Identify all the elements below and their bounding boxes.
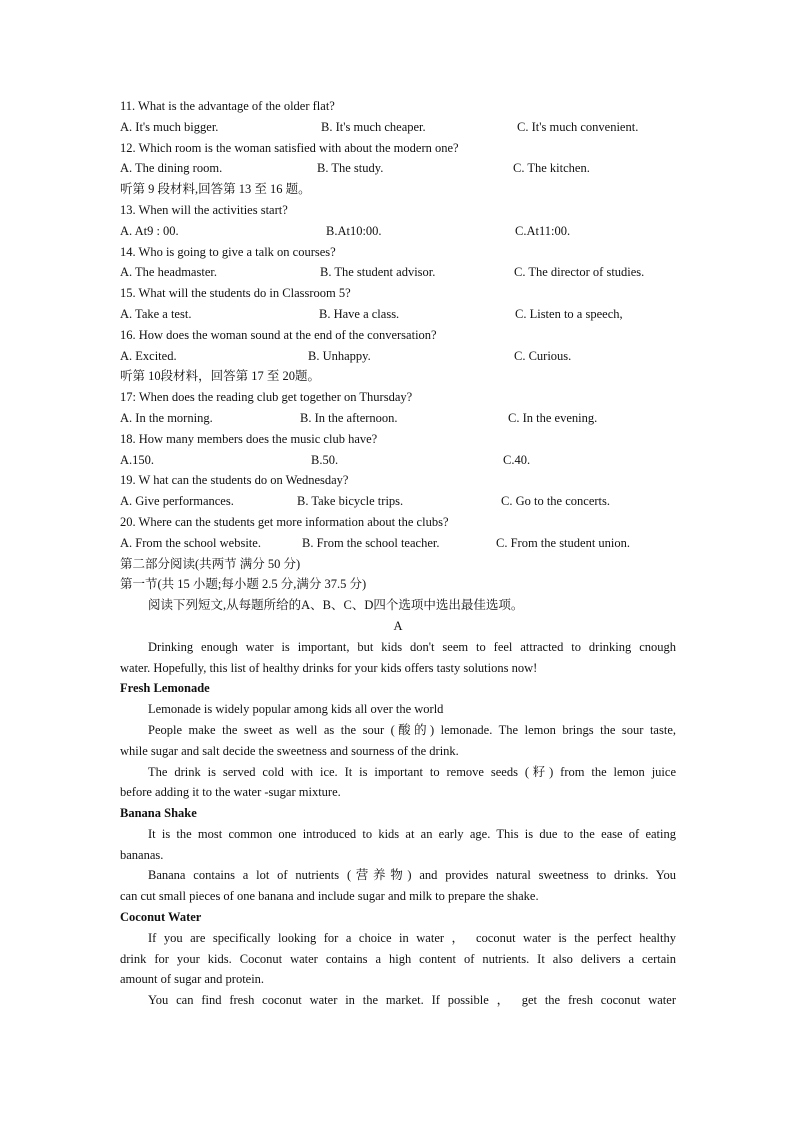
option-a: A. The dining room. [120, 161, 223, 176]
paragraph-line: can cut small pieces of one banana and include sugar and milk to prepare the shake. [120, 889, 539, 904]
option-c: C. Go to the concerts. [501, 494, 611, 509]
paragraph-line: before adding it to the water -sugar mixture. [120, 785, 341, 800]
option-c: C.At11:00. [515, 223, 571, 238]
options-20 [120, 533, 676, 554]
paragraph-line: It is the most common one introduced to kids at an early age. This is due to the ease of eating [148, 826, 676, 841]
question-20: 20. Where can the students get more information about the clubs? [120, 514, 449, 529]
option-b: B. Unhappy. [308, 348, 371, 363]
options-19 [120, 491, 676, 512]
paragraph-line: amount of sugar and protein. [120, 972, 265, 987]
audio-section-heading: 听第 9 段材料,回答第 13 至 16 题。 [120, 182, 311, 197]
question-15: 15. What will the students do in Classroom 5? [120, 286, 351, 301]
option-b: B. It's much cheaper. [321, 119, 426, 134]
option-b: B. The student advisor. [320, 265, 436, 280]
option-b: B. Take bicycle trips. [297, 494, 404, 509]
question-19: 19. W hat can the students do on Wednesday? [120, 473, 349, 488]
heading-coconut-water: Coconut Water [120, 910, 202, 925]
instruction: 阅读下列短文,从每题所给的A、B、C、D四个选项中选出最佳选项。 [148, 598, 524, 613]
options-12 [120, 158, 676, 179]
options-16 [120, 346, 676, 367]
heading-fresh-lemonade: Fresh Lemonade [120, 681, 210, 696]
question-14: 14. Who is going to give a talk on courses? [120, 244, 336, 259]
option-a: A. Take a test. [120, 306, 192, 321]
options-13 [120, 221, 676, 242]
option-b: B. The study. [317, 161, 384, 176]
option-a: A. From the school website. [120, 535, 261, 550]
options-18 [120, 450, 676, 471]
exam-page [120, 96, 676, 1011]
paragraph-line: You can find fresh coconut water in the market. If possible ， get the fresh coconut water [148, 993, 676, 1008]
option-a: A. In the morning. [120, 410, 213, 425]
option-c: C. Listen to a speech, [515, 306, 623, 321]
option-a: A.150. [120, 452, 155, 467]
option-a: A. At9 : 00. [120, 223, 179, 238]
option-b: B. In the afternoon. [300, 410, 398, 425]
paragraph-line: Banana contains a lot of nutrients (营养物) and provides natural sweetness to drinks. You [148, 868, 676, 883]
paragraph-line: The drink is served cold with ice. It is important to remove seeds (籽) from the lemon juice [148, 764, 676, 779]
question-17: 17: When does the reading club get together on Thursday? [120, 390, 413, 405]
question-16: 16. How does the woman sound at the end of the conversation? [120, 327, 437, 342]
passage-letter: A [393, 618, 403, 633]
option-a: A. It's much bigger. [120, 119, 219, 134]
option-c: C.40. [503, 452, 531, 467]
option-c: C. Curious. [514, 348, 572, 363]
paragraph-line: Drinking enough water is important, but kids don't seem to feel attracted to drinking cnough [148, 639, 676, 654]
paragraph-line: People make the sweet as well as the sour (酸的) lemonade. The lemon brings the sour taste, [148, 722, 676, 737]
question-11: 11. What is the advantage of the older flat? [120, 99, 335, 113]
option-a: A. Give performances. [120, 494, 234, 509]
options-11 [120, 117, 676, 138]
options-14 [120, 262, 676, 283]
option-b: B. From the school teacher. [302, 535, 440, 550]
option-b: B. Have a class. [319, 306, 400, 321]
option-b: B.At10:00. [326, 223, 382, 238]
option-b: B.50. [311, 452, 339, 467]
audio-section-heading: 听第 10段材料，回答第 17 至 20题。 [120, 369, 321, 384]
option-c: C. The director of studies. [514, 265, 645, 280]
option-c: C. From the student union. [496, 535, 631, 550]
part-heading: 第二部分阅读(共两节 满分 50 分) [120, 556, 301, 571]
question-12: 12. Which room is the woman satisfied with about the modern one? [120, 140, 459, 155]
paragraph-line: while sugar and salt decide the sweetness and sourness of the drink. [120, 743, 459, 758]
paragraph-line: If you are specifically looking for a choice in water ， coconut water is the perfect healthy [148, 930, 676, 945]
option-a: A. Excited. [120, 348, 177, 363]
paragraph-line: bananas. [120, 847, 164, 862]
options-17 [120, 408, 676, 429]
paragraph-line: drink for your kids. Coconut water contains a high content of nutrients. It also delivers a certain [120, 951, 676, 966]
question-18: 18. How many members does the music club have? [120, 431, 378, 446]
option-c: C. It's much convenient. [517, 119, 639, 134]
option-c: C. The kitchen. [513, 161, 590, 176]
options-15 [120, 304, 676, 325]
section-heading: 第一节(共 15 小题;每小题 2.5 分,满分 37.5 分) [120, 577, 367, 592]
heading-banana-shake: Banana Shake [120, 806, 197, 821]
paragraph-line: water. Hopefully, this list of healthy drinks for your kids offers tasty solutions now! [120, 660, 538, 675]
option-c: C. In the evening. [508, 410, 598, 425]
paragraph-line: Lemonade is widely popular among kids all over the world [148, 702, 444, 717]
question-13: 13. When will the activities start? [120, 202, 288, 217]
option-a: A. The headmaster. [120, 265, 217, 280]
